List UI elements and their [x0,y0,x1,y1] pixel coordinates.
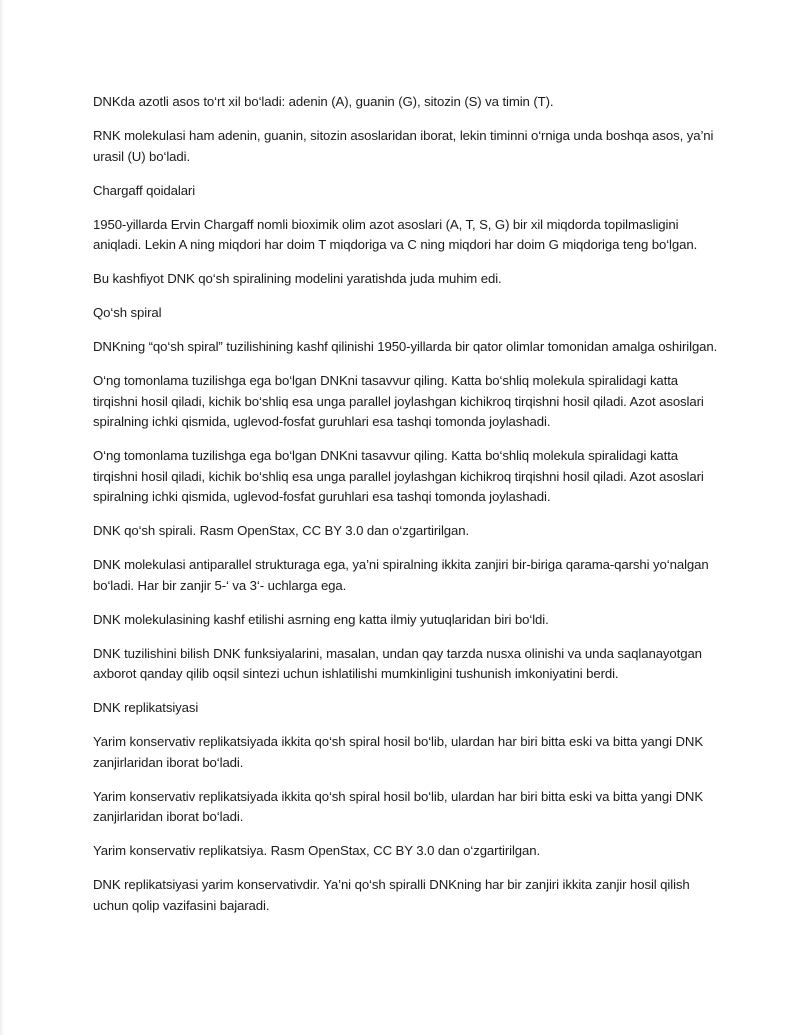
heading-double-helix: Qo‘sh spiral [93,305,162,320]
heading-chargaff-rules: Chargaff qoidalari [93,182,196,198]
paragraph-dna-bases: DNKda azotli asos to‘rt xil bo‘ladi: adenin (A), guanin (G), sitozin (S) va timin (T). [93,94,554,109]
paragraph-antiparallel: DNK molekulasi antiparallel strukturaga ega, ya’ni spiralning ikkita zanjiri bir-biriga qarama-qarshi yo‘nalgan bo‘ladi. Har bir zanjir 5-‘ va 3‘- uchlarga ega. [93,557,709,593]
paragraph-replication-template: DNK replikatsiyasi yarim konservativdir. Ya’ni qo‘sh spiralli DNKning har bir zanjiri ikkita zanjir hosil qilish uchun qolip vazifasini bajaradi. [93,877,690,913]
paragraph-discovery-importance: Bu kashfiyot DNK qo‘sh spiralining modelini yaratishda juda muhim edi. [93,271,502,286]
paragraph-right-handed-structure-repeat: O‘ng tomonlama tuzilishga ega bo‘lgan DNKni tasavvur qiling. Katta bo‘shliq molekula spiralidagi katta tirqishni hosil qiladi, kichik bo‘shliq esa unga parallel joylashgan kichikroq tirqishni hosil qiladi. Azot asoslari spiralning ichki qismida, uglevod-fosfat guruhlari esa tashqi tomonda joylashadi. [93,448,704,504]
heading-dna-replication: DNK replikatsiyasi [93,700,199,715]
paragraph-rna-bases: RNK molekulasi ham adenin, guanin, sitozin asoslaridan iborat, lekin timinni o‘rniga unda boshqa asos, ya’ni urasil (U) bo‘ladi. [93,128,714,164]
paragraph-chargaff-discovery: 1950-yillarda Ervin Chargaff nomli bioximik olim azot asoslari (A, T, S, G) bir xil miqdorda topilmasligini aniqladi. Lekin A ning miqdori har doim T miqdoriga va C ning miqdori har doim G miqdoriga teng bo‘lgan. [93,216,698,252]
paragraph-structure-knowledge: DNK tuzilishini bilish DNK funksiyalarini, masalan, undan qay tarzda nusxa olinishi va unda saqlanayotgan axborot qanday qilib oqsil sintezi uchun ishlatilishi mumkinligini tushunish imkoniyatini berdi. [93,645,702,681]
paragraph-right-handed-structure: O‘ng tomonlama tuzilishga ega bo‘lgan DNKni tasavvur qiling. Katta bo‘shliq molekula spiralidagi katta tirqishni hosil qiladi, kichik bo‘shliq esa unga parallel joylashgan kichikroq tirqishni hosil qiladi. Azot asoslari spiralning ichki qismida, uglevod-fosfat guruhlari esa tashqi tomonda joylashadi. [93,373,704,429]
figure-caption-double-helix: DNK qo‘sh spirali. Rasm OpenStax, CC BY 3.0 dan o‘zgartirilgan. [93,523,470,538]
paragraph-discovery-achievement: DNK molekulasining kashf etilishi asrning eng katta ilmiy yutuqlaridan biri bo‘ldi. [93,611,549,627]
document-body [93,92,721,930]
figure-caption-replication: Yarim konservativ replikatsiya. Rasm OpenStax, CC BY 3.0 dan o‘zgartirilgan. [93,843,541,858]
paragraph-semiconservative-repeat: Yarim konservativ replikatsiyada ikkita qo‘sh spiral hosil bo‘lib, ulardan har biri bitta eski va bitta yangi DNK zanjirlaridan iborat bo‘ladi. [93,788,704,824]
paragraph-semiconservative: Yarim konservativ replikatsiyada ikkita qo‘sh spiral hosil bo‘lib, ulardan har biri bitta eski va bitta yangi DNK zanjirlaridan iborat bo‘ladi. [93,734,704,770]
paragraph-double-helix-discovery: DNKning “qo‘sh spiral” tuzilishining kashf qilinishi 1950-yillarda bir qator olimlar tomonidan amalga oshirilgan. [93,339,718,354]
